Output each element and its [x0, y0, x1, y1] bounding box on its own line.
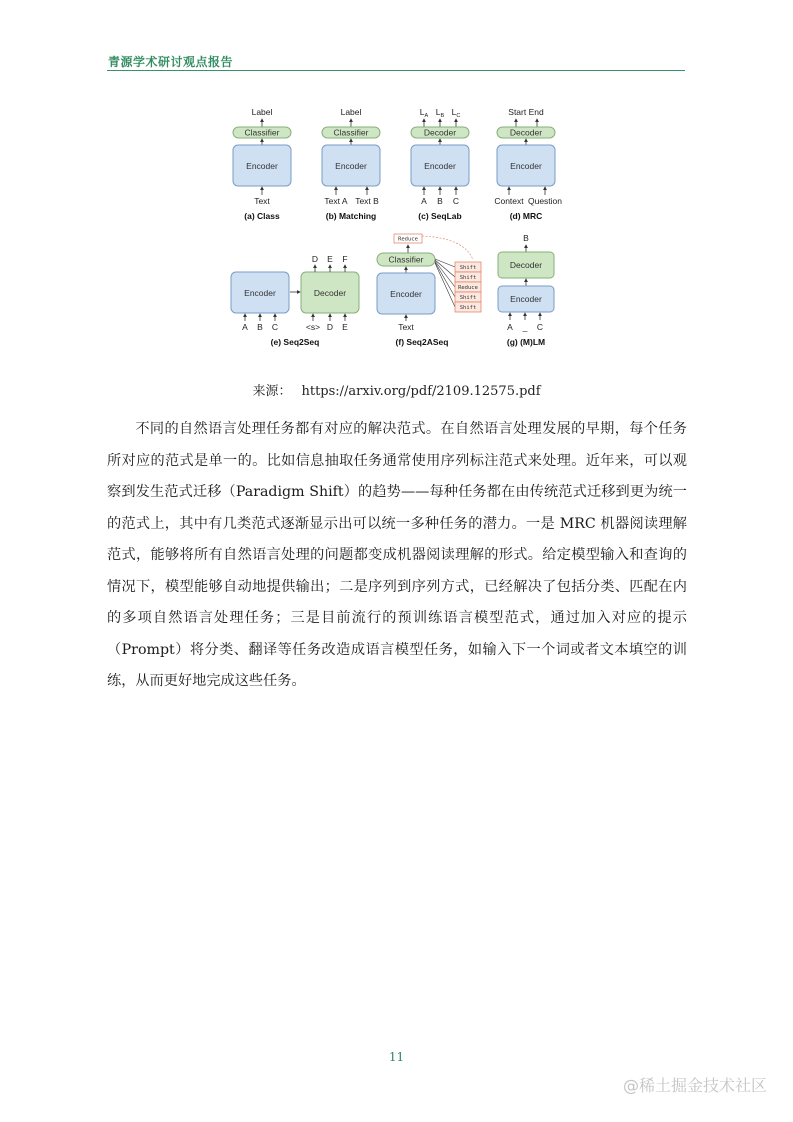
panel-g-bottom-label-1: A: [507, 322, 513, 332]
panel-f-classifier-label: Classifier: [388, 254, 424, 265]
panel-e-top-label-2: E: [327, 254, 333, 264]
panel-f-connector-4: [435, 262, 455, 297]
panel-f-connector-1: [435, 259, 455, 267]
panel-g-encoder-label: Encoder: [510, 294, 542, 304]
panel-e-bottom-label-3: C: [271, 322, 279, 332]
panel-f-seq2aseq: [377, 234, 481, 347]
panel-g-mlm: [498, 233, 554, 347]
panel-g-decoder-label: Decoder: [509, 260, 543, 270]
panel-d-caption: (d) MRC: [509, 211, 543, 221]
panel-f-encoder-label: Encoder: [390, 289, 422, 299]
panel-c-caption: (c) SeqLab: [418, 211, 462, 221]
panel-b-classifier-label: Classifier: [333, 127, 369, 138]
panel-e-bottom-label-6: E: [342, 322, 348, 332]
panel-c-encoder-label: Encoder: [424, 161, 456, 171]
panel-f-connector-5: [435, 263, 455, 307]
header-title: 青源学术研讨观点报告: [108, 55, 234, 69]
paradigm-figure: [225, 100, 575, 360]
panel-b-caption: (b) Matching: [325, 211, 377, 221]
panel-c-bottom-label-1: A: [421, 196, 427, 206]
panel-a-classifier-label: Classifier: [244, 127, 280, 138]
panel-d-decoder-label: Decoder: [509, 127, 543, 138]
panel-c-decoder-label: Decoder: [423, 127, 457, 138]
panel-f-stack-label: Shift: [459, 265, 477, 271]
caption-url: https://arxiv.org/pdf/2109.12575.pdf: [301, 384, 541, 399]
panel-c-top-label-1: $L_A$: [419, 107, 429, 119]
panel-e-bottom-label-1: A: [242, 322, 248, 332]
panel-c-seqlab: [411, 107, 469, 221]
panel-e-top-label-3: F: [342, 254, 348, 264]
panel-g-bottom-label-2: _: [522, 322, 528, 332]
panel-f-output-label: Reduce: [398, 236, 418, 243]
body-paragraph: 不同的自然语言处理任务都有对应的解决范式。在自然语言处理发展的早期，每个任务所对应的范式是单一的。比如信息抽取任务通常使用序列标注范式来处理。近年来，可以观察到发生范式迁移（Paradigm Shift）的趋势——每种任务都在由传统范式迁移到更为统一的范式上，其中有几类范式逐渐显示出可以统一多种任务的潜力。一是 MRC 机器阅读理解范式，能够将所有自然语言处理的问题都变成机器阅读理解的形式。给定模型输入和查询的情况下，模型能够自动地提供输出；二是序列到序列方式，已经解决了包括分类、匹配在内的多项自然语言处理任务；三是目前流行的预训练语言模型范式，通过加入对应的提示（Prompt）将分类、翻译等任务改造成语言模型任务，如输入下一个词或者文本填空的训练，从而更好地完成这些任务。: [107, 421, 687, 689]
panel-g-top-label: B: [523, 233, 529, 243]
panel-e-bottom-label-2: B: [257, 322, 263, 332]
panel-a-encoder-label: Encoder: [246, 161, 278, 171]
caption-label: 来源：: [252, 384, 292, 399]
panel-b-bottom-label-1: Text A: [324, 196, 348, 206]
page-number: 11: [388, 1050, 405, 1064]
panel-f-caption: (f) Seq2ASeq: [395, 337, 449, 347]
panel-b-bottom-label-2: Text B: [355, 196, 379, 206]
panel-c-bottom-label-2: B: [437, 196, 443, 206]
figure-caption: [0, 380, 793, 399]
panel-e-bottom-label-5: D: [326, 322, 334, 332]
panel-c-top-label-2: $L_B$: [435, 107, 445, 119]
panel-b-top-label: Label: [340, 107, 362, 117]
panel-b-encoder-label: Encoder: [335, 161, 367, 171]
header-rule: [107, 70, 685, 71]
panel-d-top-label: Start End: [508, 107, 544, 117]
panel-e-top-label-1: D: [311, 254, 319, 264]
panel-c-top-label-3: $L_C$: [451, 107, 461, 119]
panel-f-stack-label: Shift: [459, 305, 477, 311]
panel-e-encoder-label: Encoder: [244, 288, 276, 298]
body-text: [107, 414, 687, 698]
panel-a-class: [233, 107, 291, 221]
panel-d-encoder-label: Encoder: [510, 161, 542, 171]
panel-a-caption: (a) Class: [244, 211, 280, 221]
panel-e-bottom-label-4: <s>: [305, 322, 321, 332]
panel-e-seq2seq: [231, 254, 359, 347]
panel-g-bottom-label-3: C: [536, 322, 544, 332]
panel-e-caption: (e) Seq2Seq: [270, 337, 320, 347]
panel-f-stack-label: Reduce: [458, 285, 478, 291]
panel-c-bottom-label-3: C: [452, 196, 460, 206]
panel-e-decoder-label: Decoder: [313, 288, 347, 298]
panel-d-mrc: [494, 107, 562, 221]
panel-f-connector-3: [435, 261, 455, 287]
panel-f-stack-label: Shift: [459, 295, 477, 301]
paradigm-diagram: [225, 100, 575, 360]
panel-f-stack-label: Shift: [459, 275, 477, 281]
panel-b-matching: [322, 107, 380, 221]
watermark: @稀土掘金技术社区: [622, 1076, 767, 1095]
panel-f-bottom-label: Text: [398, 322, 414, 332]
panel-a-top-label: Label: [251, 107, 273, 117]
panel-d-bottom-label-2: Question: [527, 196, 563, 206]
panel-d-bottom-label-1: Context: [494, 196, 524, 206]
panel-a-bottom-label: Text: [254, 196, 270, 206]
panel-g-caption: (g) (M)LM: [506, 337, 546, 347]
